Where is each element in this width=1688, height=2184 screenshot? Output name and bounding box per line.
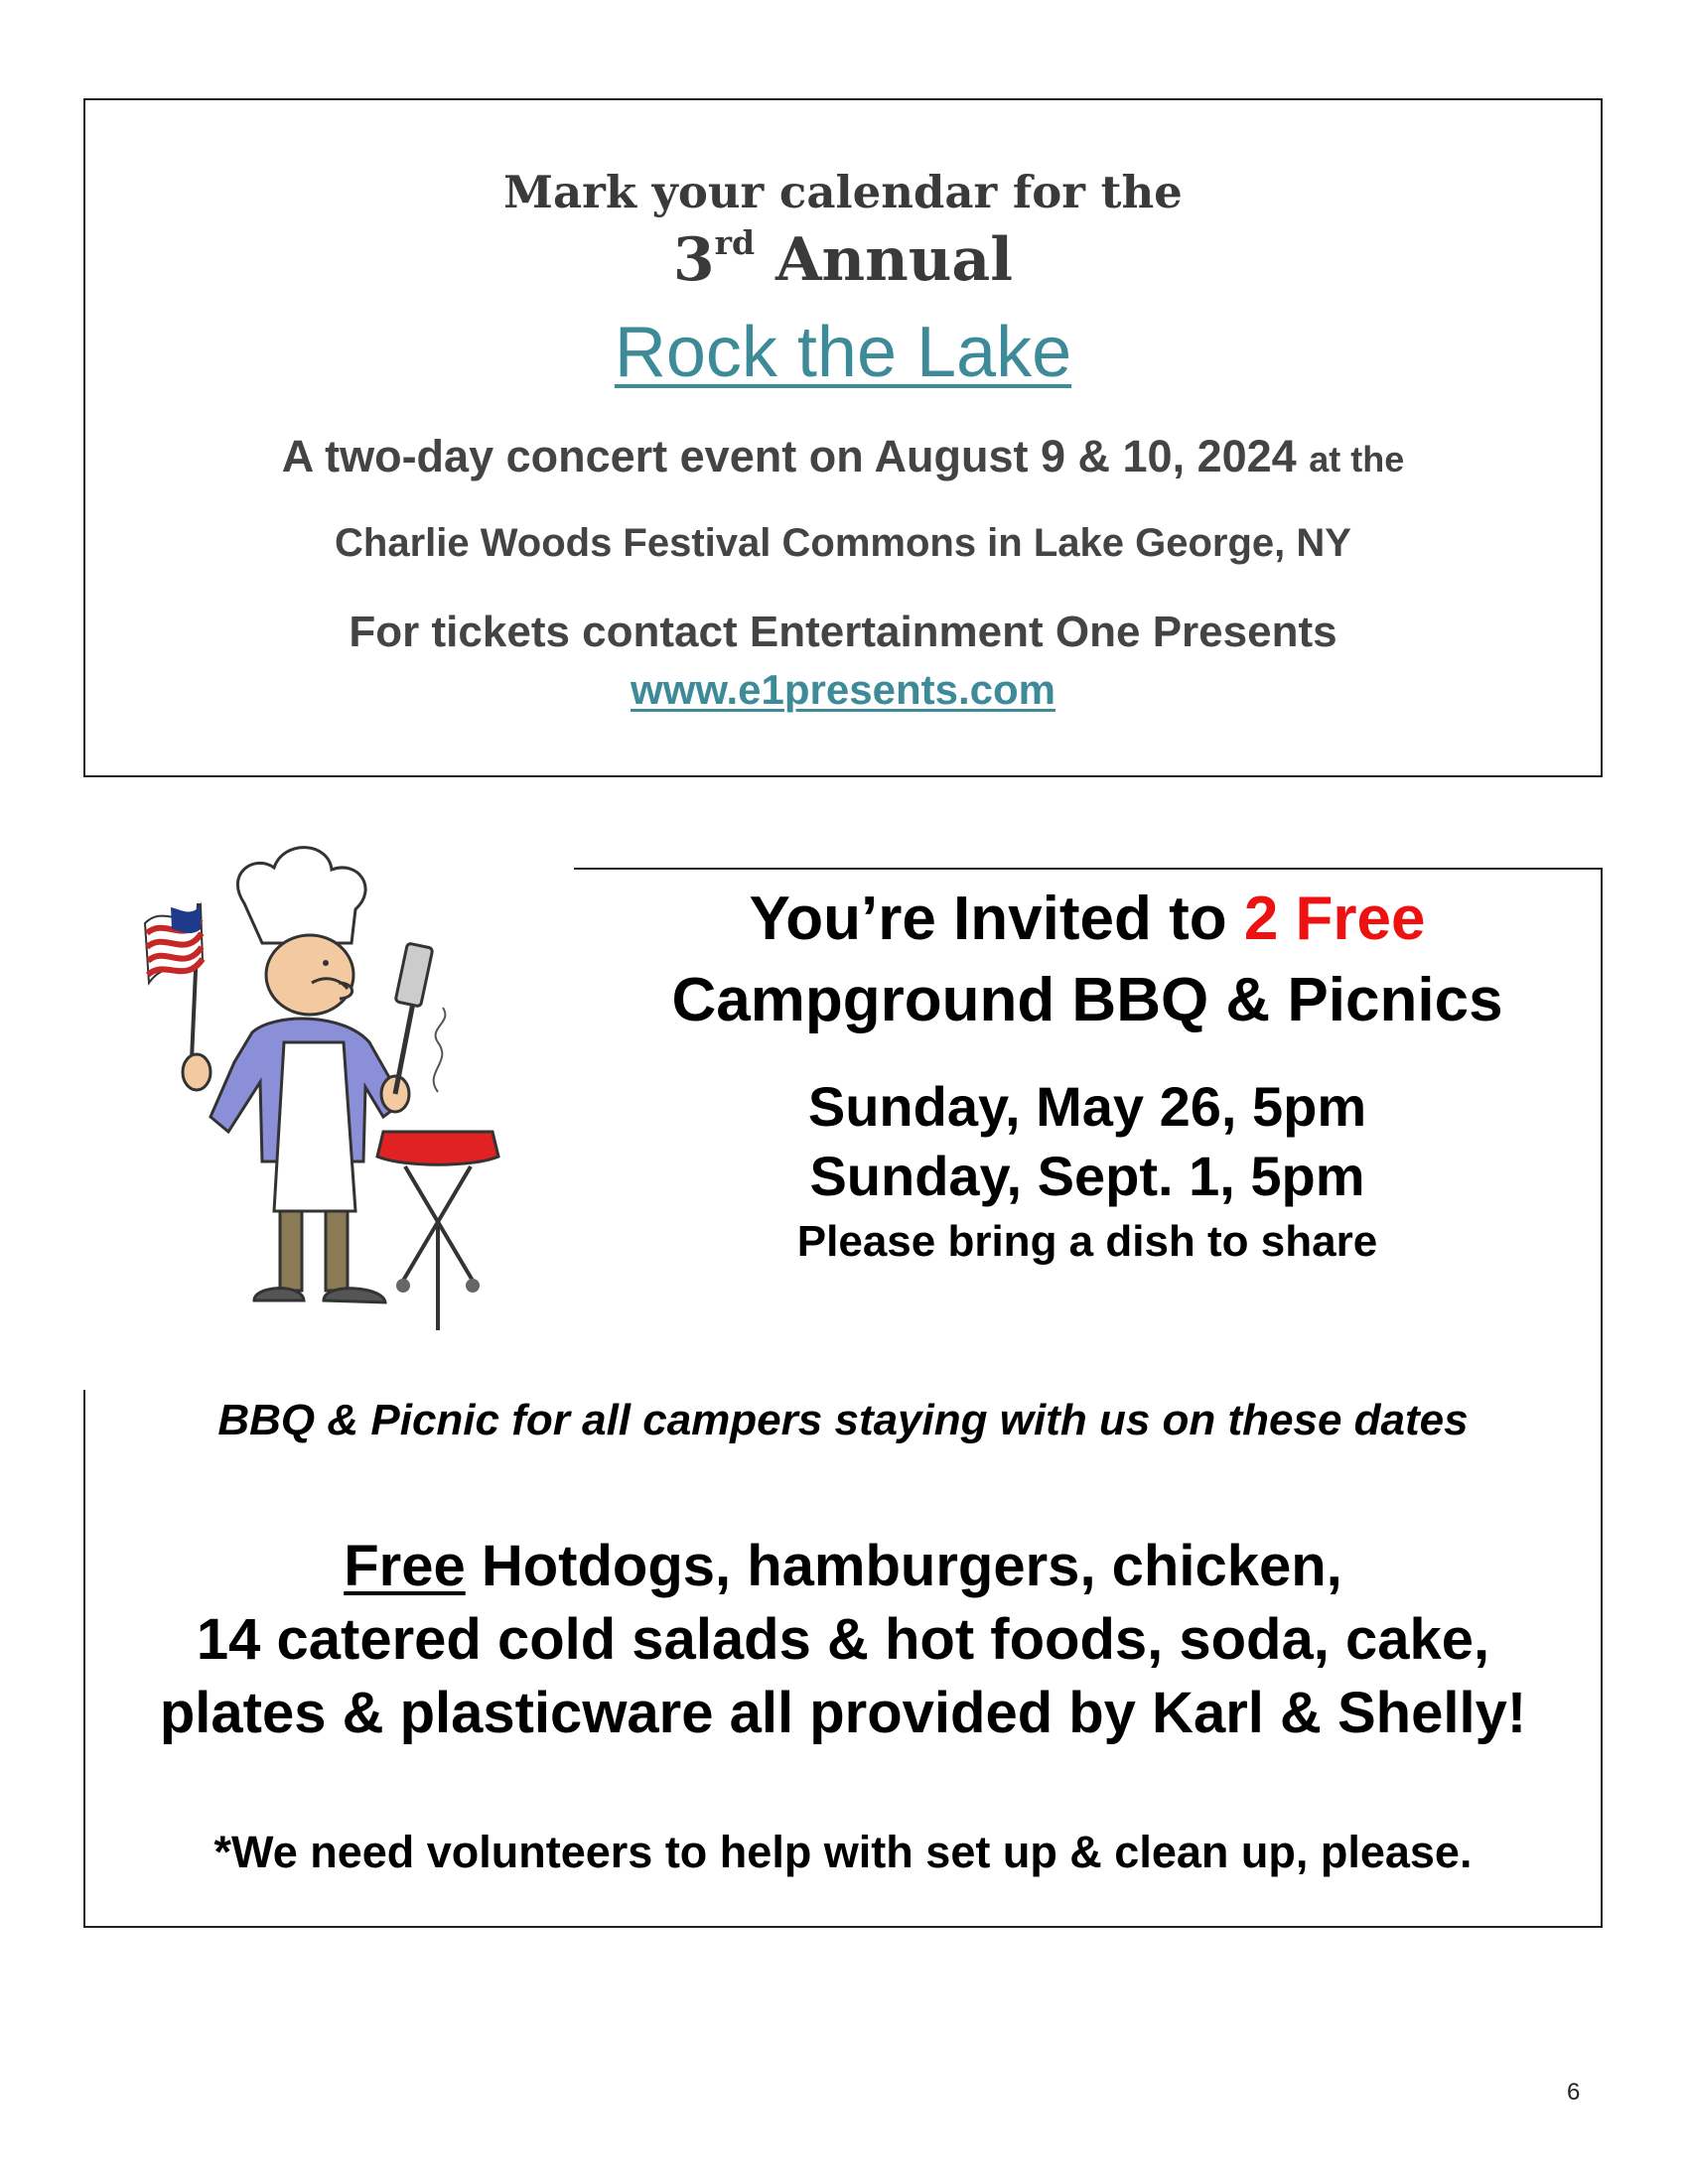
- annual-heading: [85, 223, 1601, 295]
- concert-main: A two-day concert event on August 9 & 10, 2024: [281, 431, 1297, 481]
- bring-dish-note: Please bring a dish to share: [796, 1217, 1378, 1266]
- rock-the-lake-box: [83, 98, 1603, 777]
- food-line-1: [85, 1533, 1601, 1599]
- bbq-box-right-border: [1601, 868, 1603, 1928]
- venue-text: Charlie Woods Festival Commons in Lake George, NY: [335, 521, 1351, 565]
- event-title: Rock the Lake: [614, 313, 1072, 392]
- page-number: 6: [1567, 2079, 1581, 2106]
- food-line-3: plates & plasticware all provided by Karl & Shelly!: [159, 1681, 1527, 1745]
- concert-tail: at the: [1309, 439, 1405, 479]
- concert-dates: [85, 431, 1601, 482]
- food-line-1-rest: Hotdogs, hamburgers, chicken,: [481, 1534, 1342, 1598]
- annual-number: 3: [672, 225, 715, 295]
- volunteers-note: *We need volunteers to help with set up & clean up, please.: [213, 1827, 1473, 1877]
- bbq-box-top-border: [574, 868, 1603, 870]
- invited-free-count: 2 Free: [1243, 885, 1426, 953]
- chef-bbq-illustration: [135, 834, 512, 1350]
- bbq-date-1: Sunday, May 26, 5pm: [807, 1075, 1367, 1138]
- invited-pre: You’re Invited to: [749, 885, 1227, 953]
- grill-icon: [377, 1008, 498, 1330]
- bbq-box-bottom-border: [83, 1926, 1603, 1928]
- free-word: Free: [344, 1534, 466, 1598]
- tickets-link[interactable]: www.e1presents.com: [631, 666, 1055, 713]
- bbq-date-2: Sunday, Sept. 1, 5pm: [809, 1145, 1365, 1207]
- invited-heading: [586, 884, 1589, 954]
- all-campers-note: BBQ & Picnic for all campers staying with us on these dates: [217, 1396, 1469, 1444]
- annual-ordinal: rd: [714, 223, 756, 262]
- annual-word: Annual: [775, 225, 1014, 295]
- tickets-text: For tickets contact Entertainment One Presents: [349, 608, 1337, 656]
- campground-heading: Campground BBQ & Picnics: [671, 966, 1503, 1034]
- mark-calendar-text: Mark your calendar for the: [503, 166, 1183, 218]
- food-line-2: 14 catered cold salads & hot foods, soda, cake,: [196, 1607, 1490, 1672]
- spatula-icon: [395, 943, 433, 1094]
